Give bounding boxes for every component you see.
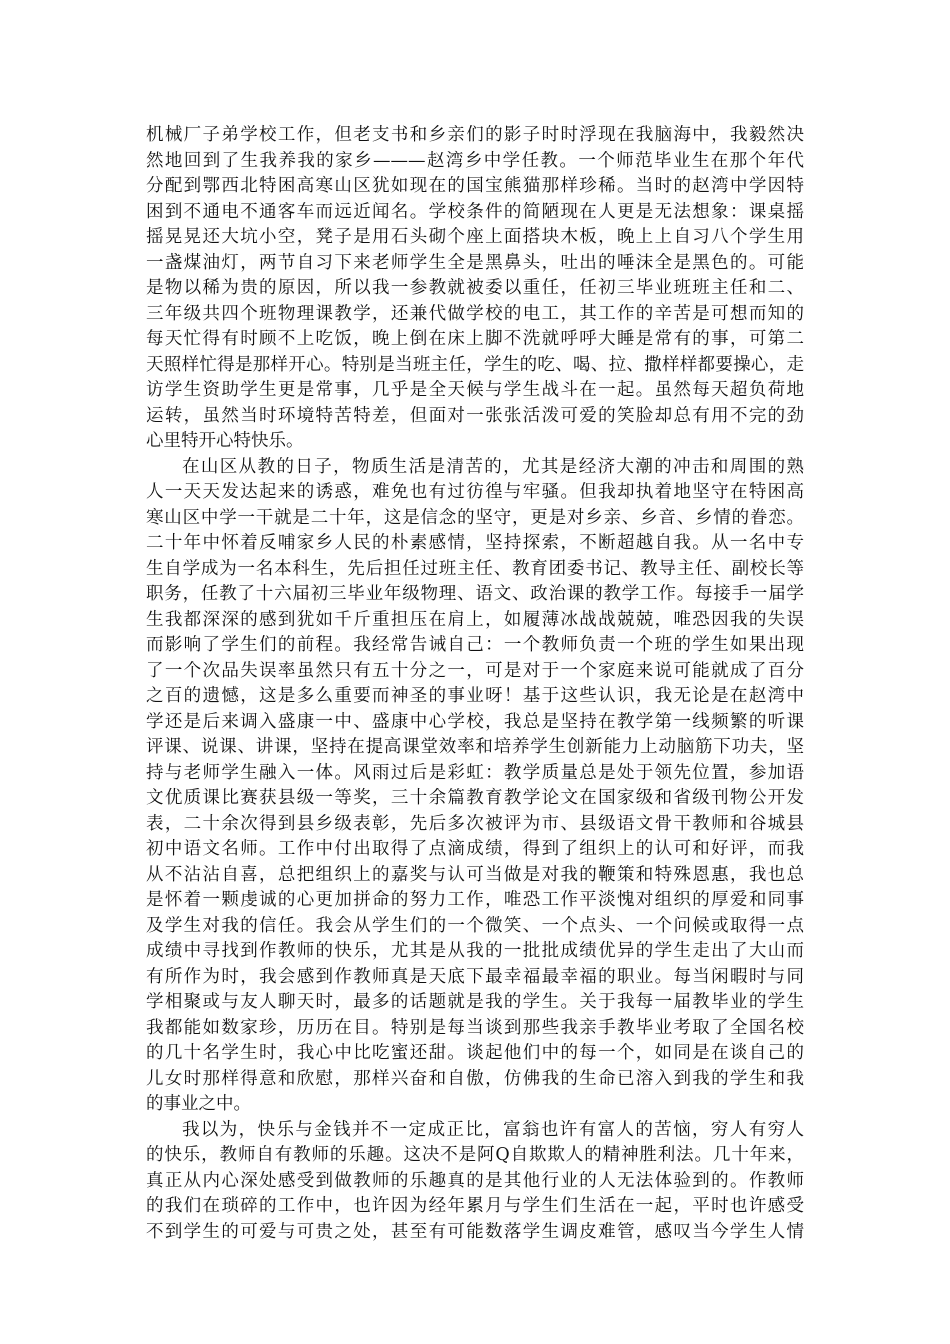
text-line: 是怀着一颗虔诚的心更加拼命的努力工作，唯恐工作平淡愧对组织的厚爱和同事 — [146, 890, 804, 910]
text-line: 是物以稀为贵的原因，所以我一参教就被委以重任，任初三毕业班班主任和二、 — [146, 278, 804, 298]
text-line: 真正从内心深处感受到做教师的乐趣真的是其他行业的人无法体验到的。作教师 — [146, 1170, 804, 1191]
text-line: 的我们在琐碎的工作中，也许因为经年累月与学生们生活在一起，平时也许感受 — [146, 1196, 804, 1216]
text-line: 的事业之中。 — [146, 1094, 251, 1114]
text-line: 的快乐，教师自有教师的乐趣。这决不是阿Q自欺欺人的精神胜利法。几十年来， — [146, 1145, 804, 1165]
text-line: 我都能如数家珍，历历在目。特别是每当谈到那些我亲手教毕业考取了全国名校 — [146, 1017, 804, 1038]
text-line: 三年级共四个班物理课教学，还兼代做学校的电工，其工作的辛苦是可想而知的 — [146, 303, 804, 324]
text-line: 初中语文名师。工作中付出取得了点滴成绩，得到了组织上的认可和好评，而我 — [146, 839, 804, 859]
text-line: 学还是后来调入盛康一中、盛康中心学校，我总是坚持在教学第一线频繁的听课 — [146, 711, 804, 732]
paragraph — [146, 455, 804, 1118]
text-line: 表，二十余次得到县乡级表彰，先后多次被评为市、县级语文骨干教师和谷城县 — [146, 813, 804, 834]
text-line: 从不沾沾自喜，总把组织上的嘉奖与认可当做是对我的鞭策和特殊恩惠，我也总 — [146, 864, 804, 885]
text-line: 文优质课比赛获县级一等奖，三十余篇教育教学论文在国家级和省级刊物公开发 — [146, 788, 804, 808]
text-line: 而影响了学生们的前程。我经常告诫自己：一个教师负责一个班的学生如果出现 — [146, 635, 804, 655]
text-line: 天照样忙得是那样开心。特别是当班主任，学生的吃、喝、拉、撒样样都要操心，走 — [146, 354, 804, 375]
text-line: 有所作为时，我会感到作教师真是天底下最幸福最幸福的职业。每当闲暇时与同 — [146, 966, 804, 987]
text-line: 儿女时那样得意和欣慰，那样兴奋和自傲，仿佛我的生命已溶入到我的学生和我 — [146, 1068, 804, 1089]
text-line: 职务，任教了十六届初三毕业年级物理、语文、政治课的教学工作。每接手一届学 — [146, 584, 804, 604]
text-line: 之百的遗憾，这是多么重要而神圣的事业呀！基于这些认识，我无论是在赵湾中 — [146, 686, 804, 706]
text-line: 学相聚或与友人聊天时，最多的话题就是我的学生。关于我每一届教毕业的学生 — [146, 992, 804, 1012]
paragraph — [146, 1118, 804, 1246]
text-line: 每天忙得有时顾不上吃饭，晚上倒在床上脚不洗就呼呼大睡是常有的事，可第二 — [146, 329, 804, 349]
text-line: 分配到鄂西北特困高寒山区犹如现在的国宝熊猫那样珍稀。当时的赵湾中学因特 — [146, 176, 804, 196]
text-line: 生自学成为一名本科生，先后担任过班主任、教育团委书记、教导主任、副校长等 — [146, 558, 804, 579]
text-line: 在山区从教的日子，物质生活是清苦的，尤其是经济大潮的冲击和周围的熟 — [182, 456, 804, 477]
text-line: 评课、说课、讲课，坚持在提高课堂效率和培养学生创新能力上动脑筋下功夫，坚 — [146, 737, 804, 757]
text-line: 然地回到了生我养我的家乡———赵湾乡中学任教。一个师范毕业生在那个年代 — [146, 150, 804, 171]
text-line: 的几十名学生时，我心中比吃蜜还甜。谈起他们中的每一个，如同是在谈自己的 — [146, 1043, 804, 1063]
text-line: 我以为，快乐与金钱并不一定成正比，富翁也许有富人的苦恼，穷人有穷人 — [182, 1119, 804, 1140]
text-line: 人一天天发达起来的诱惑，难免也有过彷徨与牢骚。但我却执着地坚守在特困高 — [146, 482, 804, 502]
text-line: 生我都深深的感到犹如千斤重担压在肩上，如履薄冰战战兢兢，唯恐因我的失误 — [146, 609, 804, 630]
article-body — [146, 123, 804, 1245]
text-line: 困到不通电不通客车而远近闻名。学校条件的简陋现在人更是无法想象：课桌摇 — [146, 201, 804, 222]
text-line: 摇晃晃还大坑小空，凳子是用石头砌个座上面搭块木板，晚上上自习八个学生用 — [146, 227, 804, 247]
text-line: 心里特开心特快乐。 — [146, 431, 304, 451]
text-line: 寒山区中学一干就是二十年，这是信念的坚守，更是对乡亲、乡音、乡情的眷恋。 — [146, 507, 804, 528]
text-line: 了一个次品失误率虽然只有五十分之一，可是对于一个家庭来说可能就成了百分 — [146, 660, 804, 681]
text-line: 机械厂子弟学校工作，但老支书和乡亲们的影子时时浮现在我脑海中，我毅然决 — [146, 125, 804, 145]
text-line: 及学生对我的信任。我会从学生们的一个微笑、一个点头、一个问候或取得一点 — [146, 915, 804, 936]
text-line: 成绩中寻找到作教师的快乐，尤其是从我的一批批成绩优异的学生走出了大山而 — [146, 941, 804, 961]
text-line: 二十年中怀着反哺家乡人民的朴素感情，坚持探索，不断超越自我。从一名中专 — [146, 533, 804, 553]
text-line: 运转，虽然当时环境特苦特差，但面对一张张活泼可爱的笑脸却总有用不完的劲 — [146, 405, 804, 426]
text-line: 访学生资助学生更是常事，几乎是全天候与学生战斗在一起。虽然每天超负荷地 — [146, 380, 804, 400]
text-line: 不到学生的可爱与可贵之处，甚至有可能数落学生调皮难管，感叹当今学生人情 — [146, 1221, 804, 1242]
text-line: 持与老师学生融入一体。风雨过后是彩虹：教学质量总是处于领先位置，参加语 — [146, 762, 804, 783]
text-line: 一盏煤油灯，两节自习下来老师学生全是黑鼻头，吐出的唾沫全是黑色的。可能 — [146, 252, 804, 273]
paragraph — [146, 123, 804, 455]
